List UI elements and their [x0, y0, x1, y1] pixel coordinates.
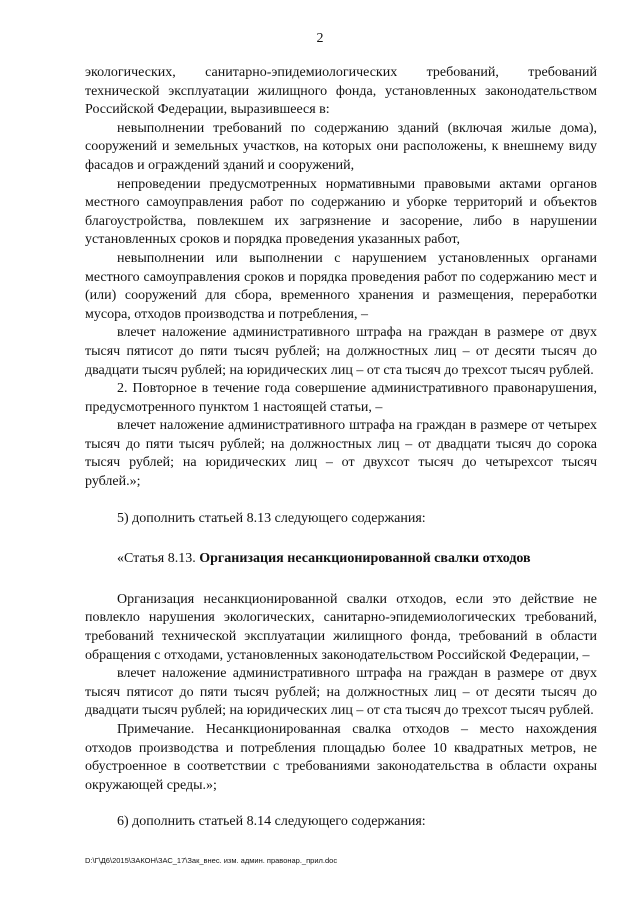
document-body	[85, 64, 597, 832]
paragraph: непроведении предусмотренных нормативными правовыми актами органов местного самоуправления работ по содержанию и уборке территорий и объектов благоустройства, повлекшем их загрязнение и засорение, либо в нарушении установленных сроков и порядка проведения указанных работ,	[85, 176, 597, 248]
paragraph: влечет наложение административного штрафа на граждан в размере от двух тысяч пятисот до пяти тысяч рублей; на должностных лиц – от десяти тысяч до двадцати тысяч рублей; на юридических лиц – от ста тысяч до трехсот тысяч рублей.	[85, 325, 597, 378]
paragraph: влечет наложение административного штрафа на граждан в размере от двух тысяч пятисот до пяти тысяч рублей; на должностных лиц – от десяти тысяч до двадцати тысяч рублей; на юридических лиц – от ста тысяч до трехсот тысяч рублей.	[85, 666, 597, 719]
amendment-line: 5) дополнить статьей 8.13 следующего содержания:	[117, 510, 426, 526]
file-path-footer: D:\Г\Д6\2015\ЗАКОН\ЗАС_17\Зак_внес. изм. админ. правонар._прил.doc	[85, 856, 338, 865]
page-number: 2	[316, 31, 324, 46]
paragraph: невыполнении или выполнении с нарушением установленных органами местного самоуправления сроков и порядка проведения работ по содержанию мест и (или) сооружений для сбора, временного хранения и размещения, переработки мусора, отходов производства и потребления, –	[85, 250, 597, 322]
article-heading	[85, 550, 597, 569]
paragraph: Организация несанкционированной свалки отходов, если это действие не повлекло нарушения экологических, санитарно-эпидемиологических требований, требований технической эксплуатации жилищного фонда, требований в области обращения с отходами, установленных законодательством Российской Федерации, –	[85, 591, 597, 663]
paragraph: экологических, санитарно-эпидемиологических требований, требований технической эксплуатации жилищного фонда, установленных законодательством Российской Федерации, выразившееся в:	[85, 65, 597, 118]
paragraph: влечет наложение административного штрафа на граждан в размере от четырех тысяч до пяти тысяч рублей; на должностных лиц – от двадцати тысяч до сорока тысяч рублей; на юридических лиц – от двухсот тысяч до четырехсот тысяч рублей.»;	[85, 418, 597, 490]
article-title: Организация несанкционированной свалки отходов	[199, 551, 531, 567]
paragraph: невыполнении требований по содержанию зданий (включая жилые дома), сооружений и земельных участков, на которых они расположены, к внешнему виду фасадов и ограждений зданий и сооружений,	[85, 120, 597, 173]
amendment-line: 6) дополнить статьей 8.14 следующего содержания:	[117, 814, 426, 830]
paragraph: 2. Повторное в течение года совершение административного правонарушения, предусмотренного пунктом 1 настоящей статьи, –	[85, 381, 597, 415]
article-prefix: «Статья 8.13.	[117, 551, 200, 567]
note-paragraph: Примечание. Несанкционированная свалка отходов – место нахождения отходов производства и потребления площадью более 10 квадратных метров, не обустроенное в соответствии с требованиями законодательства в области охраны окружающей среды.»;	[85, 722, 597, 793]
